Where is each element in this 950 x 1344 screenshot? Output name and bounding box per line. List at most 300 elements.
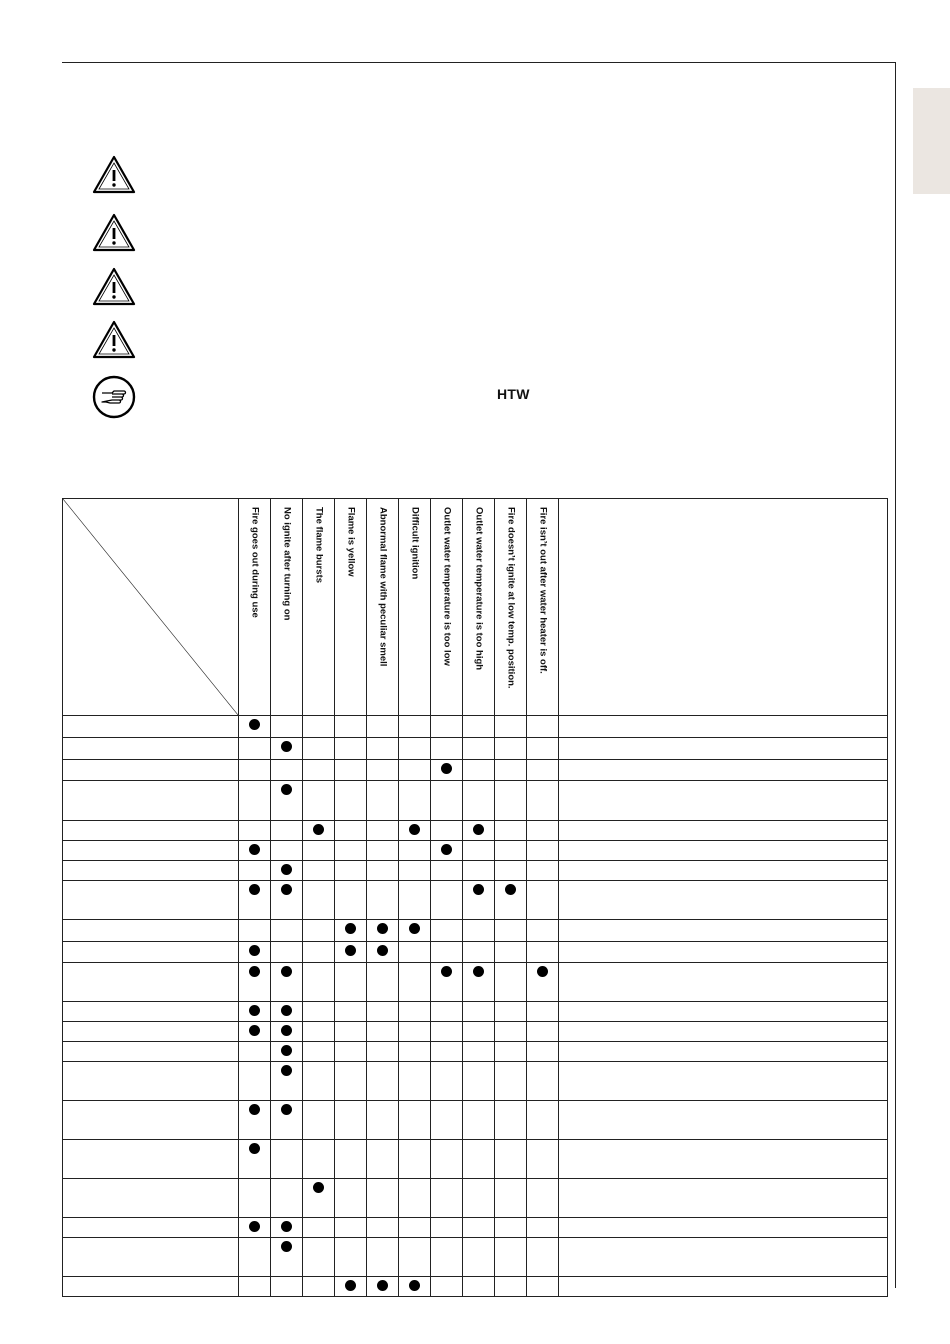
mark-cell (303, 861, 335, 881)
remedy-cell (559, 861, 888, 881)
bullet-dot-icon (249, 719, 260, 730)
mark-cell (431, 881, 463, 920)
mark-cell (271, 760, 303, 781)
remedy-cell (559, 1022, 888, 1042)
mark-cell (527, 841, 559, 861)
mark-cell (271, 1002, 303, 1022)
mark-cell (399, 1179, 431, 1218)
table-row (63, 1140, 888, 1179)
table-row (63, 1277, 888, 1297)
mark-cell (303, 1179, 335, 1218)
cause-cell (63, 760, 239, 781)
mark-cell (367, 781, 399, 821)
remedy-cell (559, 920, 888, 942)
mark-cell (367, 942, 399, 963)
remedy-cell (559, 1140, 888, 1179)
mark-cell (239, 1179, 271, 1218)
bullet-dot-icon (281, 966, 292, 977)
mark-cell (271, 1022, 303, 1042)
mark-cell (335, 1101, 367, 1140)
mark-cell (463, 861, 495, 881)
mark-cell (335, 920, 367, 942)
cause-cell (63, 1002, 239, 1022)
mark-cell (271, 861, 303, 881)
remedy-cell (559, 1277, 888, 1297)
mark-cell (367, 716, 399, 738)
column-header: Abnormal flame with peculiar smell (367, 499, 399, 716)
mark-cell (399, 1101, 431, 1140)
mark-cell (495, 920, 527, 942)
mark-cell (303, 1238, 335, 1277)
mark-cell (367, 861, 399, 881)
mark-cell (463, 738, 495, 760)
bullet-dot-icon (249, 884, 260, 895)
mark-cell (335, 1062, 367, 1101)
mark-cell (335, 716, 367, 738)
top-rule (62, 62, 896, 63)
table-header-row (63, 499, 888, 716)
mark-cell (527, 942, 559, 963)
mark-cell (495, 781, 527, 821)
mark-cell (527, 1179, 559, 1218)
table-row (63, 1042, 888, 1062)
bullet-dot-icon (313, 1182, 324, 1193)
mark-cell (335, 1002, 367, 1022)
bullet-dot-icon (345, 945, 356, 956)
cause-cell (63, 1062, 239, 1101)
column-header: No ignite after turning on (271, 499, 303, 716)
mark-cell (239, 760, 271, 781)
table-row (63, 1101, 888, 1140)
bullet-dot-icon (249, 1143, 260, 1154)
mark-cell (239, 821, 271, 841)
mark-cell (335, 1238, 367, 1277)
mark-cell (527, 1140, 559, 1179)
mark-cell (367, 821, 399, 841)
remedy-cell (559, 716, 888, 738)
table-row (63, 881, 888, 920)
mark-cell (431, 963, 463, 1002)
mark-cell (239, 738, 271, 760)
cause-cell (63, 841, 239, 861)
mark-cell (527, 1022, 559, 1042)
mark-cell (527, 1238, 559, 1277)
mark-cell (463, 760, 495, 781)
mark-cell (367, 920, 399, 942)
mark-cell (271, 781, 303, 821)
table-row (63, 738, 888, 760)
mark-cell (271, 1277, 303, 1297)
mark-cell (463, 821, 495, 841)
mark-cell (303, 1277, 335, 1297)
mark-cell (463, 781, 495, 821)
mark-cell (463, 1238, 495, 1277)
bullet-dot-icon (345, 923, 356, 934)
remedy-cell (559, 738, 888, 760)
mark-cell (303, 1140, 335, 1179)
bullet-dot-icon (409, 1280, 420, 1291)
mark-cell (303, 1002, 335, 1022)
mark-cell (239, 942, 271, 963)
table-row (63, 920, 888, 942)
mark-cell (431, 1179, 463, 1218)
mark-cell (431, 942, 463, 963)
mark-cell (463, 1022, 495, 1042)
mark-cell (495, 1140, 527, 1179)
mark-cell (271, 821, 303, 841)
mark-cell (335, 942, 367, 963)
mark-cell (367, 1042, 399, 1062)
column-header: Fire isn’t out after water heater is off. (527, 499, 559, 716)
mark-cell (367, 841, 399, 861)
mark-cell (303, 760, 335, 781)
column-header: Outlet water temperature is too low (431, 499, 463, 716)
mark-cell (239, 1238, 271, 1277)
mark-cell (495, 1042, 527, 1062)
mark-cell (271, 942, 303, 963)
mark-cell (367, 760, 399, 781)
mark-cell (463, 1042, 495, 1062)
bullet-dot-icon (473, 824, 484, 835)
mark-cell (463, 716, 495, 738)
mark-cell (463, 1062, 495, 1101)
table-row (63, 1179, 888, 1218)
mark-cell (271, 1179, 303, 1218)
mark-cell (367, 1140, 399, 1179)
mark-cell (463, 881, 495, 920)
mark-cell (239, 1022, 271, 1042)
column-header: Outlet water temperature is too high (463, 499, 495, 716)
bullet-dot-icon (473, 884, 484, 895)
mark-cell (335, 841, 367, 861)
mark-cell (271, 1218, 303, 1238)
column-header: Difficult ignition (399, 499, 431, 716)
mark-cell (463, 1218, 495, 1238)
mark-cell (463, 1101, 495, 1140)
mark-cell (303, 716, 335, 738)
cause-cell (63, 861, 239, 881)
mark-cell (463, 942, 495, 963)
mark-cell (399, 881, 431, 920)
mark-cell (271, 1042, 303, 1062)
cause-cell (63, 920, 239, 942)
column-header: Fire goes out during use (239, 499, 271, 716)
mark-cell (495, 1238, 527, 1277)
header-corner-cell (63, 499, 239, 716)
mark-cell (431, 1101, 463, 1140)
mark-cell (367, 963, 399, 1002)
cause-cell (63, 781, 239, 821)
mark-cell (431, 1238, 463, 1277)
mark-cell (239, 1140, 271, 1179)
mark-cell (303, 1218, 335, 1238)
pointing-hand-icon (92, 375, 136, 419)
mark-cell (495, 1277, 527, 1297)
mark-cell (399, 963, 431, 1002)
mark-cell (527, 1042, 559, 1062)
mark-cell (495, 1062, 527, 1101)
mark-cell (335, 861, 367, 881)
remedy-cell (559, 1002, 888, 1022)
mark-cell (399, 920, 431, 942)
mark-cell (527, 716, 559, 738)
cause-cell (63, 1238, 239, 1277)
mark-cell (271, 841, 303, 861)
mark-cell (463, 1140, 495, 1179)
cause-cell (63, 821, 239, 841)
corner-diagonal (63, 499, 238, 715)
bullet-dot-icon (249, 1005, 260, 1016)
mark-cell (271, 1238, 303, 1277)
table-row (63, 841, 888, 861)
mark-cell (495, 963, 527, 1002)
mark-cell (399, 1238, 431, 1277)
mark-cell (367, 1179, 399, 1218)
mark-cell (335, 781, 367, 821)
mark-cell (239, 861, 271, 881)
mark-cell (495, 1002, 527, 1022)
mark-cell (271, 881, 303, 920)
mark-cell (495, 1101, 527, 1140)
mark-cell (303, 1022, 335, 1042)
mark-cell (239, 716, 271, 738)
cause-cell (63, 716, 239, 738)
mark-cell (239, 1101, 271, 1140)
mark-cell (271, 1140, 303, 1179)
bullet-dot-icon (441, 763, 452, 774)
cause-cell (63, 1042, 239, 1062)
remedy-cell (559, 881, 888, 920)
mark-cell (399, 760, 431, 781)
cause-cell (63, 738, 239, 760)
mark-cell (367, 1218, 399, 1238)
mark-cell (431, 920, 463, 942)
mark-cell (239, 1062, 271, 1101)
mark-cell (239, 841, 271, 861)
bullet-dot-icon (281, 1104, 292, 1115)
mark-cell (303, 841, 335, 861)
remedy-cell (559, 1042, 888, 1062)
mark-cell (271, 1101, 303, 1140)
bullet-dot-icon (441, 844, 452, 855)
mark-cell (271, 738, 303, 760)
side-tab (913, 88, 950, 194)
mark-cell (463, 1179, 495, 1218)
mark-cell (239, 1042, 271, 1062)
mark-cell (527, 1218, 559, 1238)
mark-cell (431, 1218, 463, 1238)
mark-cell (399, 781, 431, 821)
mark-cell (495, 1179, 527, 1218)
warning-triangle-icon (92, 267, 136, 307)
mark-cell (527, 1101, 559, 1140)
mark-cell (495, 1022, 527, 1042)
bullet-dot-icon (313, 824, 324, 835)
cause-cell (63, 881, 239, 920)
bullet-dot-icon (505, 884, 516, 895)
mark-cell (463, 963, 495, 1002)
mark-cell (527, 760, 559, 781)
mark-cell (367, 1022, 399, 1042)
cause-cell (63, 1218, 239, 1238)
bullet-dot-icon (377, 945, 388, 956)
cause-cell (63, 1277, 239, 1297)
cause-cell (63, 1179, 239, 1218)
table-row (63, 861, 888, 881)
mark-cell (239, 781, 271, 821)
mark-cell (431, 738, 463, 760)
mark-cell (367, 1277, 399, 1297)
bullet-dot-icon (281, 884, 292, 895)
mark-cell (399, 821, 431, 841)
table-row (63, 1022, 888, 1042)
bullet-dot-icon (281, 1025, 292, 1036)
mark-cell (463, 1002, 495, 1022)
mark-cell (303, 920, 335, 942)
mark-cell (335, 1277, 367, 1297)
bullet-dot-icon (377, 1280, 388, 1291)
mark-cell (303, 1042, 335, 1062)
remedy-cell (559, 1218, 888, 1238)
bullet-dot-icon (281, 1005, 292, 1016)
column-header: The flame bursts (303, 499, 335, 716)
mark-cell (271, 716, 303, 738)
mark-cell (495, 738, 527, 760)
mark-cell (463, 1277, 495, 1297)
mark-cell (495, 716, 527, 738)
mark-cell (303, 781, 335, 821)
troubleshooting-table (62, 498, 888, 1297)
mark-cell (463, 841, 495, 861)
cause-cell (63, 1101, 239, 1140)
mark-cell (495, 881, 527, 920)
remedy-cell (559, 760, 888, 781)
mark-cell (399, 1218, 431, 1238)
bullet-dot-icon (409, 923, 420, 934)
mark-cell (495, 942, 527, 963)
bullet-dot-icon (377, 923, 388, 934)
remedy-cell (559, 1179, 888, 1218)
mark-cell (367, 738, 399, 760)
mark-cell (335, 963, 367, 1002)
warning-triangle-icon (92, 213, 136, 253)
mark-cell (431, 1022, 463, 1042)
remedy-cell (559, 942, 888, 963)
bullet-dot-icon (281, 741, 292, 752)
bullet-dot-icon (249, 945, 260, 956)
mark-cell (335, 1042, 367, 1062)
mark-cell (367, 1002, 399, 1022)
mark-cell (527, 920, 559, 942)
bullet-dot-icon (249, 844, 260, 855)
mark-cell (399, 716, 431, 738)
mark-cell (303, 738, 335, 760)
mark-cell (431, 1140, 463, 1179)
remedy-cell (559, 1062, 888, 1101)
mark-cell (399, 1277, 431, 1297)
mark-cell (399, 841, 431, 861)
table-row (63, 1218, 888, 1238)
mark-cell (239, 881, 271, 920)
mark-cell (271, 1062, 303, 1101)
bullet-dot-icon (281, 864, 292, 875)
mark-cell (431, 1062, 463, 1101)
mark-cell (399, 942, 431, 963)
mark-cell (431, 861, 463, 881)
mark-cell (495, 760, 527, 781)
table-row (63, 1062, 888, 1101)
mark-cell (527, 781, 559, 821)
bullet-dot-icon (281, 1045, 292, 1056)
mark-cell (527, 821, 559, 841)
mark-cell (303, 821, 335, 841)
mark-cell (431, 760, 463, 781)
remedy-cell (559, 821, 888, 841)
mark-cell (303, 942, 335, 963)
mark-cell (399, 1042, 431, 1062)
remedy-cell (559, 963, 888, 1002)
column-header: Fire doesn’t ignite at low temp. position. (495, 499, 527, 716)
mark-cell (495, 861, 527, 881)
mark-cell (239, 963, 271, 1002)
mark-cell (399, 1002, 431, 1022)
mark-cell (335, 1179, 367, 1218)
cause-cell (63, 963, 239, 1002)
remedy-cell (559, 1238, 888, 1277)
right-rule (895, 62, 896, 1288)
bullet-dot-icon (249, 1221, 260, 1232)
table-row (63, 781, 888, 821)
mark-cell (399, 1062, 431, 1101)
mark-cell (399, 861, 431, 881)
cause-cell (63, 1022, 239, 1042)
table-row (63, 760, 888, 781)
mark-cell (399, 1140, 431, 1179)
mark-cell (367, 881, 399, 920)
mark-cell (239, 920, 271, 942)
bullet-dot-icon (281, 1065, 292, 1076)
mark-cell (431, 821, 463, 841)
mark-cell (303, 881, 335, 920)
mark-cell (335, 1022, 367, 1042)
bullet-dot-icon (441, 966, 452, 977)
mark-cell (431, 781, 463, 821)
mark-cell (431, 1042, 463, 1062)
mark-cell (335, 1218, 367, 1238)
mark-cell (431, 841, 463, 861)
cause-cell (63, 942, 239, 963)
mark-cell (303, 1062, 335, 1101)
mark-cell (463, 920, 495, 942)
mark-cell (335, 821, 367, 841)
bullet-dot-icon (249, 1025, 260, 1036)
mark-cell (335, 1140, 367, 1179)
mark-cell (239, 1218, 271, 1238)
htw-label: HTW (497, 386, 530, 402)
mark-cell (335, 881, 367, 920)
mark-cell (527, 881, 559, 920)
warning-triangle-icon (92, 155, 136, 195)
cause-cell (63, 1140, 239, 1179)
bullet-dot-icon (281, 1221, 292, 1232)
remarks-header-cell (559, 499, 888, 716)
remedy-cell (559, 841, 888, 861)
mark-cell (239, 1002, 271, 1022)
mark-cell (399, 1022, 431, 1042)
table-row (63, 942, 888, 963)
bullet-dot-icon (473, 966, 484, 977)
mark-cell (495, 821, 527, 841)
